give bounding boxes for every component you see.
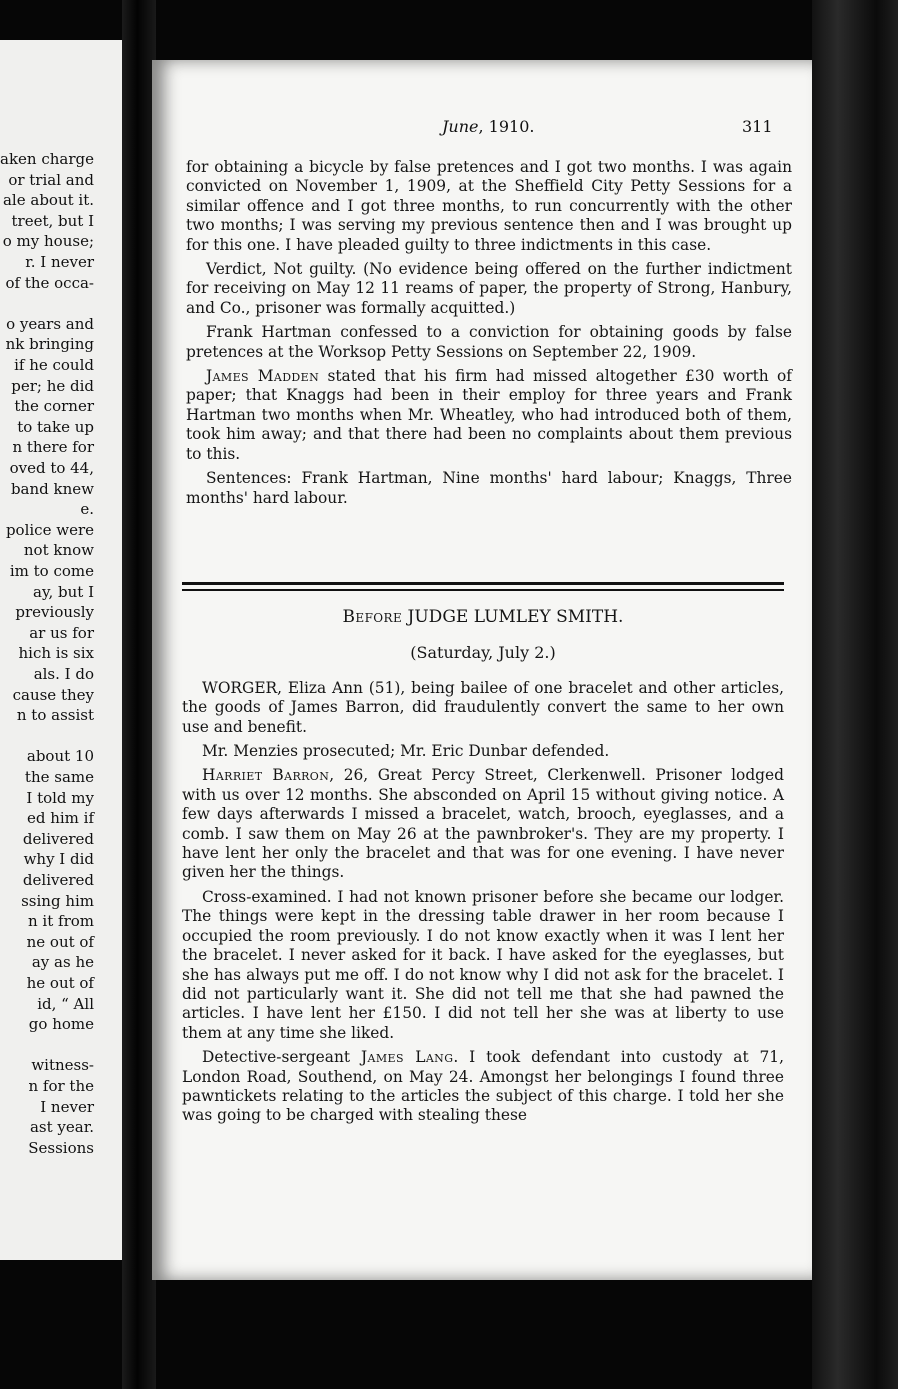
section-rule (182, 582, 784, 585)
left-page-line: treet, but I (11, 211, 94, 230)
left-page-line: Sessions (28, 1138, 94, 1157)
left-page-line: ssing him (21, 891, 94, 910)
left-page-line: previously (15, 603, 94, 622)
witness-name: Harriet Barron (202, 766, 330, 785)
left-page-line: r. I never (25, 253, 94, 271)
paragraph-indictment: WORGER, Eliza Ann (51), being bailee of one bracelet and other articles, the goods of James Barron, did fraudulently convert the same to her own use and benefit. (182, 678, 784, 736)
left-page-line: if he could (14, 356, 94, 374)
witness-statement: stated that his firm had missed altogether £30 worth of paper; that Knaggs had been in their employ for three years and Frank Hartman two months when Mr. Wheatley, who had introduced both of them, took him away; and that there had been no complaints about them previous to this. (186, 367, 793, 463)
witness-statement: . I took defendant into custody at 71, London Road, Southend, on May 24. Amongst her belongings I found three pawntickets relating to the articles the subject of this charge. I told her she was going to be charged with stealing these (182, 1048, 784, 1125)
left-page-line: ne out of (26, 932, 94, 951)
paragraph-counsel: Mr. Menzies prosecuted; Mr. Eric Dunbar defended. (202, 742, 610, 761)
witness-name: James Lang (360, 1048, 454, 1067)
left-page-line: ed him if (26, 809, 94, 828)
paragraph-madden (186, 367, 792, 464)
left-page-line: the corner (14, 397, 94, 416)
left-page-line: n it from (28, 912, 94, 931)
left-page-line: e. (80, 500, 94, 519)
left-page-line: the same (24, 768, 94, 786)
left-page-line: police were (5, 520, 94, 539)
book-gutter (122, 0, 156, 1389)
paragraph-barron (182, 766, 784, 882)
left-page-line: n for the (28, 1077, 94, 1095)
paragraph-verdict: Verdict, Not guilty. (No evidence being offered on the further indictment for receiving on May 12 11 reams of paper, the property of Strong, Hanbury, and Co., prisoner was formally acquitted.) (186, 260, 792, 317)
paragraph-sentences: Sentences: Frank Hartman, Nine months' hard labour; Knaggs, Three months' hard labour. (186, 469, 792, 507)
left-page-line: als. I do (33, 665, 94, 683)
right-page (152, 60, 812, 1280)
left-page-line: band knew (10, 479, 94, 498)
left-page-line: I never (40, 1097, 94, 1116)
witness-name: James Madden (206, 367, 320, 386)
left-page-line: hich is six (18, 644, 94, 663)
left-page-line: aken charge (0, 150, 94, 168)
left-page-line: ale about it. (2, 191, 94, 210)
left-page-line: he out of (26, 974, 94, 992)
left-page-line: delivered (22, 829, 94, 848)
body-text (186, 158, 792, 513)
left-page-line: about 10 (26, 747, 94, 766)
running-head (442, 117, 534, 136)
left-page-line: per; he did (11, 376, 94, 395)
left-page-line: o years and (6, 314, 94, 333)
paragraph-cross-examined: Cross-examined. I had not known prisoner before she became our lodger. The things were kept in the dressing table drawer in her room because I occupied the room previously. I do not know exactly when it was I lent her the bracelet. I never asked for it back. I have asked for the eyeglasses, but she has always put me off. I do not know why I did not ask for the bracelet. I did not particularly want it. She did not tell me that she had pawned the articles. I have lent her £150. I did not tell her she was at liberty to use them at any time she liked. (182, 887, 784, 1042)
left-page-line: ay, but I (33, 582, 94, 601)
left-page-line: to take up (17, 417, 94, 436)
witness-title: Detective-sergeant (202, 1048, 361, 1067)
left-page-line: ast year. (29, 1118, 94, 1137)
running-head-month: June (442, 117, 479, 136)
left-page-line: o my house; (2, 232, 94, 251)
left-page-line: n to assist (16, 706, 94, 725)
left-page-line: ar us for (29, 623, 94, 642)
paragraph-lang (182, 1048, 784, 1126)
left-page-line: im to come (9, 562, 94, 580)
paragraph-hartman-conviction: Frank Hartman confessed to a conviction for obtaining goods by false pretences at the Worksop Petty Sessions on September 22, 1909. (186, 323, 792, 361)
session-date: (Saturday, July 2.) (410, 643, 556, 663)
new-case-section (182, 608, 784, 1131)
section-rule-thin (182, 589, 784, 591)
left-page-line: ay as he (31, 953, 94, 972)
left-page-line: I told my (26, 788, 94, 807)
left-page-line: of the occa- (5, 273, 94, 292)
left-page-line: oved to 44, (9, 459, 94, 477)
left-page-line: or trial and (8, 170, 94, 189)
left-page-line: id, “ All (37, 994, 94, 1013)
left-page-line: cause they (12, 685, 94, 704)
running-head-year: , 1910. (478, 117, 535, 136)
left-page-line: witness- (31, 1056, 94, 1075)
left-page-line: not know (23, 541, 94, 560)
left-page-line: go home (28, 1015, 94, 1034)
paragraph-continuation: for obtaining a bicycle by false pretences and I got two months. I was again convicted on November 1, 1909, at the Sheffield City Petty Sessions for a similar offence and I got three months, to run concurrently with the other two months; I was serving my previous sentence then and I was brought up for this one. I have pleaded guilty to three indictments in this case. (186, 158, 792, 254)
left-page-line: why I did (23, 850, 94, 869)
judge-heading-before: Before (342, 607, 403, 627)
judge-heading-name: JUDGE LUMLEY SMITH. (402, 607, 624, 627)
witness-statement: , 26, Great Percy Street, Clerkenwell. Prisoner lodged with us over 12 months. She absconded on April 15 without giving notice. A few days afterwards I missed a bracelet, watch, brooch, eyeglasses, and a comb. I saw them on May 26 at the pawnbroker's. They are my property. I have lent her only the bracelet and that was for one evening. I have never given her the things. (182, 766, 784, 882)
left-page-line: n there for (12, 438, 94, 457)
page-edge-shadow (812, 0, 898, 1389)
judge-heading (182, 608, 784, 627)
left-page (0, 40, 122, 1260)
left-page-line: delivered (22, 871, 94, 889)
page-number: 311 (742, 117, 773, 136)
left-page-line: nk bringing (5, 335, 94, 354)
